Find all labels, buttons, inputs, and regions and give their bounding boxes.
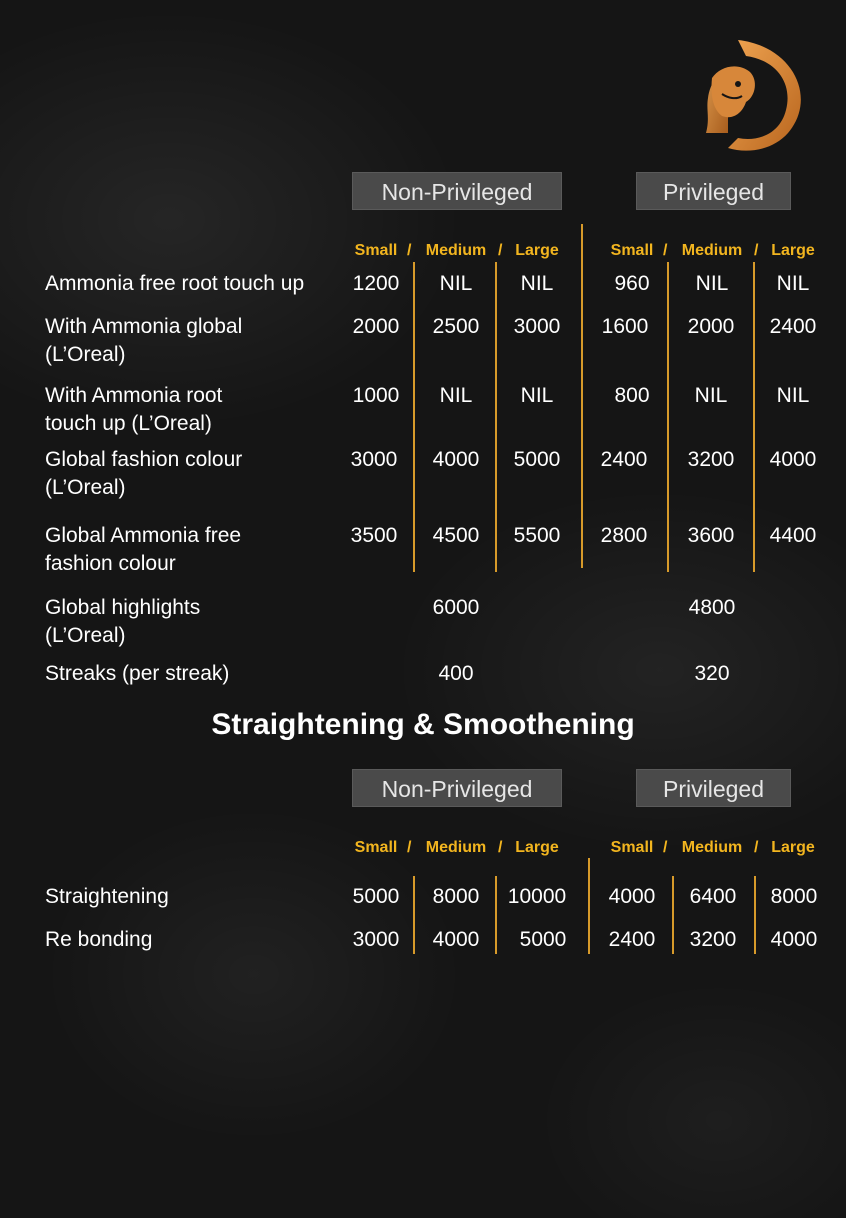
size-large-label: Large xyxy=(771,839,815,856)
size-medium-label: Medium xyxy=(681,242,743,259)
column-divider xyxy=(667,262,669,572)
price-cell: 2400 xyxy=(608,928,656,951)
size-large-label: Large xyxy=(515,242,559,259)
service-label: Streaks (per streak) xyxy=(45,662,230,685)
service-label: Global Ammonia free xyxy=(45,524,242,547)
service-label-line2: (L’Oreal) xyxy=(45,343,126,366)
price-cell: 5000 xyxy=(513,448,561,471)
price-cell: 3000 xyxy=(513,315,561,338)
price-cell: 4000 xyxy=(608,885,656,908)
size-small-label: Small xyxy=(610,839,654,856)
price-cell: 2500 xyxy=(432,315,480,338)
section-title: Straightening & Smoothening xyxy=(211,708,635,741)
size-large-label: Large xyxy=(515,839,559,856)
size-medium-label: Medium xyxy=(425,839,487,856)
price-cell: 8000 xyxy=(432,885,480,908)
price-cell: 2000 xyxy=(687,315,735,338)
size-separator: / xyxy=(407,242,412,259)
price-cell: NIL xyxy=(694,384,728,407)
price-cell: 3200 xyxy=(687,448,735,471)
price-cell: NIL xyxy=(520,272,554,295)
privileged-header: Privileged xyxy=(636,769,791,807)
price-cell: 8000 xyxy=(770,885,818,908)
price-cell: 5000 xyxy=(519,928,567,951)
price-cell: 960 xyxy=(614,272,650,295)
price-cell: 4000 xyxy=(769,448,817,471)
size-separator: / xyxy=(754,242,759,259)
price-cell: NIL xyxy=(439,384,473,407)
non-privileged-header: Non-Privileged xyxy=(352,769,562,807)
privileged-header: Privileged xyxy=(636,172,791,210)
price-cell: 4000 xyxy=(432,448,480,471)
price-cell: 1600 xyxy=(601,315,649,338)
size-small-label: Small xyxy=(354,839,398,856)
price-cell: NIL xyxy=(520,384,554,407)
price-cell: 4400 xyxy=(769,524,817,547)
non-privileged-header: Non-Privileged xyxy=(352,172,562,210)
price-cell: 4000 xyxy=(432,928,480,951)
price-cell: 2800 xyxy=(600,524,648,547)
size-medium-label: Medium xyxy=(425,242,487,259)
size-small-label: Small xyxy=(610,242,654,259)
section-divider xyxy=(588,858,590,954)
price-cell: 2400 xyxy=(769,315,817,338)
size-separator: / xyxy=(663,242,668,259)
price-cell: 3000 xyxy=(352,928,400,951)
price-cell: 2400 xyxy=(600,448,648,471)
price-cell: 3600 xyxy=(687,524,735,547)
price-cell: 1000 xyxy=(352,384,400,407)
price-cell: 3200 xyxy=(689,928,737,951)
service-label: Global fashion colour xyxy=(45,448,243,471)
price-cell: 800 xyxy=(614,384,650,407)
price-cell: 3000 xyxy=(350,448,398,471)
service-label: Re bonding xyxy=(45,928,153,951)
section-divider xyxy=(581,224,583,568)
service-label-line2: fashion colour xyxy=(45,552,176,575)
size-separator: / xyxy=(754,839,759,856)
size-separator: / xyxy=(407,839,412,856)
size-separator: / xyxy=(498,839,503,856)
price-cell: 5500 xyxy=(513,524,561,547)
price-cell: 4800 xyxy=(688,596,736,619)
price-cell: NIL xyxy=(776,384,810,407)
service-label: Ammonia free root touch up xyxy=(45,272,305,295)
service-label: Global highlights xyxy=(45,596,201,619)
service-label-line2: touch up (L’Oreal) xyxy=(45,412,212,435)
price-cell: 2000 xyxy=(352,315,400,338)
price-cell: 6400 xyxy=(689,885,737,908)
service-label-line2: (L’Oreal) xyxy=(45,624,126,647)
size-small-label: Small xyxy=(354,242,398,259)
size-large-label: Large xyxy=(771,242,815,259)
price-cell: 400 xyxy=(438,662,474,685)
price-cell: NIL xyxy=(776,272,810,295)
size-separator: / xyxy=(663,839,668,856)
price-cell: 10000 xyxy=(507,885,567,908)
price-cell: 6000 xyxy=(432,596,480,619)
service-label: With Ammonia root xyxy=(45,384,223,407)
price-cell: 3500 xyxy=(350,524,398,547)
price-cell: 4000 xyxy=(770,928,818,951)
size-separator: / xyxy=(498,242,503,259)
price-cell: 4500 xyxy=(432,524,480,547)
price-cell: 1200 xyxy=(352,272,400,295)
price-cell: NIL xyxy=(695,272,729,295)
price-cell: NIL xyxy=(439,272,473,295)
price-cell: 5000 xyxy=(352,885,400,908)
price-cell: 320 xyxy=(694,662,730,685)
service-label-line2: (L’Oreal) xyxy=(45,476,126,499)
service-label: With Ammonia global xyxy=(45,315,243,338)
lion-d-logo-icon xyxy=(698,38,808,153)
size-medium-label: Medium xyxy=(681,839,743,856)
service-label: Straightening xyxy=(45,885,169,908)
